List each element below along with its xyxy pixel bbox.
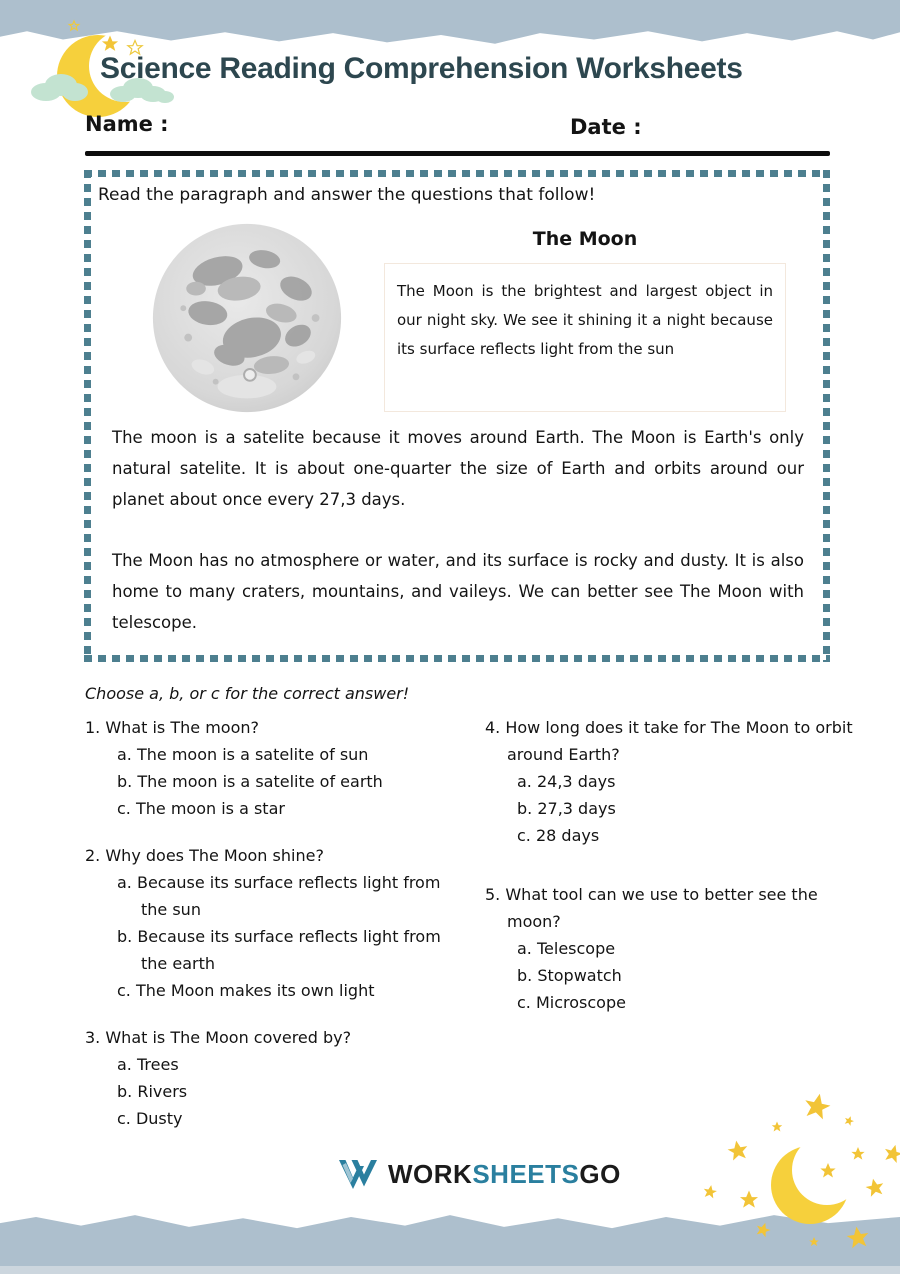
option-1c: c. The moon is a star xyxy=(117,799,285,818)
option-3a: a. Trees xyxy=(117,1055,179,1074)
question-text: 2. Why does The Moon shine? xyxy=(85,846,324,865)
date-label: Date : xyxy=(570,115,642,139)
passage-instruction: Read the paragraph and answer the questions that follow! xyxy=(98,185,596,205)
option-5a: a. Telescope xyxy=(517,939,616,958)
dashed-border-bottom xyxy=(84,655,830,662)
dashed-border-left xyxy=(84,170,91,662)
logo-text-go: GO xyxy=(579,1158,621,1189)
passage-heading: The Moon xyxy=(532,228,638,250)
question-text: 1. What is The moon? xyxy=(85,718,259,737)
option-3b: b. Rivers xyxy=(117,1082,188,1101)
option-4b: b. 27,3 days xyxy=(517,799,616,818)
question-2 xyxy=(85,842,477,1004)
page-title: Science Reading Comprehension Worksheets xyxy=(100,52,743,85)
passage-paragraph: The Moon has no atmosphere or water, and its surface is rocky and dusty. It is also home to many craters, mountains, and vaileys. We can better see The Moon with telescope. xyxy=(112,551,804,632)
option-5b: b. Stopwatch xyxy=(517,966,622,985)
option-2b: b. Because its surface reflects light from the earth xyxy=(117,927,441,973)
header-divider-line xyxy=(85,151,830,156)
question-4 xyxy=(485,714,871,849)
option-3c: c. Dusty xyxy=(117,1109,183,1128)
dashed-border-right xyxy=(823,170,830,662)
worksheetsgo-logo xyxy=(337,1156,621,1192)
crescent-moon-stars-icon xyxy=(690,1085,900,1274)
logo-text-work: WORK xyxy=(388,1158,473,1189)
question-text: 4. How long does it take for The Moon to orbit around Earth? xyxy=(485,718,853,764)
option-5c: c. Microscope xyxy=(517,993,626,1012)
option-1a: a. The moon is a satelite of sun xyxy=(117,745,369,764)
question-text: 3. What is The Moon covered by? xyxy=(85,1028,352,1047)
question-1 xyxy=(85,714,477,822)
option-2a: a. Because its surface reflects light from the sun xyxy=(117,873,441,919)
quiz-column-left xyxy=(85,714,477,1152)
crescent-moon-icon xyxy=(771,1146,849,1224)
dashed-border-top xyxy=(84,170,830,177)
name-label: Name : xyxy=(85,112,169,136)
intro-paragraph-box: The Moon is the brightest and largest object in our night sky. We see it shining it a night because its surface reflects light from the sun xyxy=(384,263,786,412)
passage-paragraph: The moon is a satelite because it moves around Earth. The Moon is Earth's only natural satelite. It is about one-quarter the size of Earth and orbits around our planet about once every 27,3 days. xyxy=(112,428,804,509)
question-text: 5. What tool can we use to better see the moon? xyxy=(485,885,818,931)
moon-photo-illustration xyxy=(146,220,348,416)
star-icon xyxy=(69,21,79,30)
quiz-column-right xyxy=(485,714,871,1036)
quiz-prompt: Choose a, b, or c for the correct answer! xyxy=(85,684,410,703)
option-4c: c. 28 days xyxy=(517,826,600,845)
logo-text-sheets: SHEETS xyxy=(472,1158,580,1189)
logo-w-icon xyxy=(337,1157,379,1191)
question-3 xyxy=(85,1024,477,1132)
option-2c: c. The Moon makes its own light xyxy=(117,981,375,1000)
question-5 xyxy=(485,881,871,1016)
option-4a: a. 24,3 days xyxy=(517,772,616,791)
option-1b: b. The moon is a satelite of earth xyxy=(117,772,383,791)
reading-passage-box xyxy=(84,170,830,662)
